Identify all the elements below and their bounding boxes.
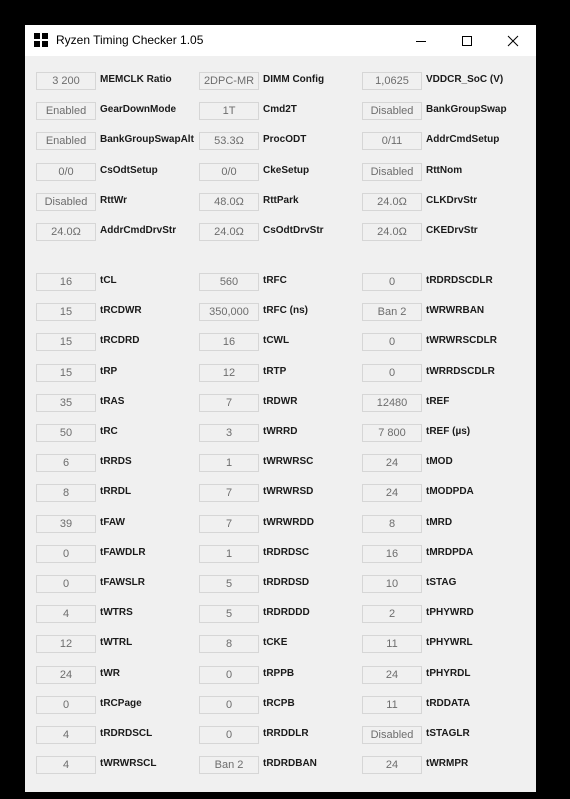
timing-row bbox=[25, 222, 536, 242]
timing-label: tWRWRSD bbox=[263, 486, 314, 497]
maximize-icon bbox=[461, 35, 473, 47]
timing-value-field[interactable]: 2DPC-MR bbox=[199, 72, 259, 90]
timing-value-field[interactable]: 12 bbox=[199, 364, 259, 382]
timing-label: tMRD bbox=[426, 517, 453, 528]
timing-value-field[interactable]: 0 bbox=[199, 666, 259, 684]
timing-value-field[interactable]: 5 bbox=[199, 575, 259, 593]
window-title: Ryzen Timing Checker 1.05 bbox=[56, 33, 204, 47]
timing-row bbox=[25, 544, 536, 564]
timing-label: tRP bbox=[100, 366, 118, 377]
timing-label: tFAWDLR bbox=[100, 547, 146, 558]
timing-row bbox=[25, 162, 536, 182]
timing-row bbox=[25, 665, 536, 685]
timing-label: tRCPB bbox=[263, 698, 295, 709]
timing-label: tFAWSLR bbox=[100, 577, 145, 588]
timing-value-field[interactable]: 4 bbox=[36, 756, 96, 774]
timing-label: tRDRDSD bbox=[263, 577, 310, 588]
timing-value-field[interactable]: 0 bbox=[36, 575, 96, 593]
timing-label: tRC bbox=[100, 426, 118, 437]
timing-label: tCKE bbox=[263, 637, 288, 648]
timing-row bbox=[25, 453, 536, 473]
timing-value-field[interactable]: 0 bbox=[199, 726, 259, 744]
timing-label: Cmd2T bbox=[263, 104, 297, 115]
timing-value-field[interactable]: 2 bbox=[362, 605, 422, 623]
timing-value-field[interactable]: Enabled bbox=[36, 132, 96, 150]
timing-row bbox=[25, 423, 536, 443]
timing-label: tRCDRD bbox=[100, 335, 140, 346]
timing-value-field[interactable]: 4 bbox=[36, 726, 96, 744]
timing-label: tWRWRSCDLR bbox=[426, 335, 497, 346]
timing-value-field[interactable]: 3 200 bbox=[36, 72, 96, 90]
timing-value-field[interactable]: Ban 2 bbox=[199, 756, 259, 774]
timing-value-field[interactable]: 5 bbox=[199, 605, 259, 623]
timing-label: CsOdtDrvStr bbox=[263, 225, 324, 236]
timing-label: tMODPDA bbox=[426, 486, 474, 497]
timing-label: tMOD bbox=[426, 456, 453, 467]
timing-label: tWRMPR bbox=[426, 758, 469, 769]
app-window bbox=[25, 25, 536, 792]
timing-row bbox=[25, 302, 536, 322]
timing-label: tWRWRDD bbox=[263, 517, 314, 528]
timing-label: tRRDL bbox=[100, 486, 132, 497]
timing-label: tREF (µs) bbox=[426, 426, 471, 437]
timing-value-field[interactable]: 1,0625 bbox=[362, 72, 422, 90]
timing-value-field[interactable]: 53.3Ω bbox=[199, 132, 259, 150]
timing-label: tRCDWR bbox=[100, 305, 142, 316]
timing-label: tWTRL bbox=[100, 637, 133, 648]
timing-value-field[interactable]: 8 bbox=[199, 635, 259, 653]
timing-value-field[interactable]: 24 bbox=[362, 756, 422, 774]
app-logo-icon bbox=[34, 33, 50, 49]
timing-label: tWRRDSCDLR bbox=[426, 366, 495, 377]
timing-row bbox=[25, 514, 536, 534]
timing-label: tRRDS bbox=[100, 456, 132, 467]
timing-value-field[interactable]: 24 bbox=[362, 484, 422, 502]
timing-value-field[interactable]: 0/11 bbox=[362, 132, 422, 150]
timing-value-field[interactable]: 8 bbox=[362, 515, 422, 533]
timing-value-field[interactable]: 11 bbox=[362, 635, 422, 653]
timing-label: tCL bbox=[100, 275, 117, 286]
timing-value-field[interactable]: 6 bbox=[36, 454, 96, 472]
timing-row bbox=[25, 101, 536, 121]
timing-value-field[interactable]: 0 bbox=[362, 273, 422, 291]
timing-label: tWRWRBAN bbox=[426, 305, 485, 316]
title-bar[interactable] bbox=[25, 25, 536, 56]
timing-value-field[interactable]: 15 bbox=[36, 364, 96, 382]
timing-value-field[interactable]: 12 bbox=[36, 635, 96, 653]
close-icon bbox=[507, 35, 519, 47]
timing-value-field[interactable]: 560 bbox=[199, 273, 259, 291]
timing-label: CKEDrvStr bbox=[426, 225, 478, 236]
timing-label: tWRRD bbox=[263, 426, 298, 437]
timing-value-field[interactable]: 0 bbox=[362, 364, 422, 382]
timing-label: tSTAGLR bbox=[426, 728, 470, 739]
timing-label: tRPPB bbox=[263, 668, 295, 679]
timing-row bbox=[25, 393, 536, 413]
timing-value-field[interactable]: 0/0 bbox=[36, 163, 96, 181]
timing-label: tWR bbox=[100, 668, 120, 679]
timing-row bbox=[25, 71, 536, 91]
timing-value-field[interactable]: Disabled bbox=[36, 193, 96, 211]
timing-value-field[interactable]: 1 bbox=[199, 545, 259, 563]
timing-row bbox=[25, 192, 536, 212]
timing-label: RttWr bbox=[100, 195, 128, 206]
timing-label: CsOdtSetup bbox=[100, 165, 158, 176]
timing-label: tCWL bbox=[263, 335, 290, 346]
timing-label: tRTP bbox=[263, 366, 287, 377]
timing-value-field[interactable]: 24 bbox=[362, 454, 422, 472]
timing-label: tRDDATA bbox=[426, 698, 471, 709]
timing-label: tRDRDSC bbox=[263, 547, 310, 558]
timing-label: tRDWR bbox=[263, 396, 298, 407]
timing-value-field[interactable]: 48.0Ω bbox=[199, 193, 259, 211]
timing-value-field[interactable]: 7 800 bbox=[362, 424, 422, 442]
timing-label: tRFC bbox=[263, 275, 287, 286]
timing-label: GearDownMode bbox=[100, 104, 177, 115]
close-button[interactable] bbox=[490, 25, 536, 56]
timing-label: tRDRDSCDLR bbox=[426, 275, 493, 286]
timing-value-field[interactable]: Disabled bbox=[362, 102, 422, 120]
timing-value-field[interactable]: 24.0Ω bbox=[36, 223, 96, 241]
timing-value-field[interactable]: 1T bbox=[199, 102, 259, 120]
timing-value-field[interactable]: 35 bbox=[36, 394, 96, 412]
timing-value-field[interactable]: 11 bbox=[362, 696, 422, 714]
timing-label: tWTRS bbox=[100, 607, 133, 618]
timing-value-field[interactable]: 3 bbox=[199, 424, 259, 442]
timing-label: BankGroupSwapAlt bbox=[100, 134, 194, 145]
timing-label: AddrCmdDrvStr bbox=[100, 225, 177, 236]
timing-value-field[interactable]: 39 bbox=[36, 515, 96, 533]
timing-value-field[interactable]: 8 bbox=[36, 484, 96, 502]
timing-label: AddrCmdSetup bbox=[426, 134, 500, 145]
timing-value-field[interactable]: 7 bbox=[199, 515, 259, 533]
timing-label: tPHYRDL bbox=[426, 668, 471, 679]
timing-row bbox=[25, 725, 536, 745]
timing-value-field[interactable]: Disabled bbox=[362, 163, 422, 181]
timing-value-field[interactable]: 0/0 bbox=[199, 163, 259, 181]
timing-row bbox=[25, 755, 536, 775]
timing-label: tRCPage bbox=[100, 698, 142, 709]
timing-value-field[interactable]: 15 bbox=[36, 303, 96, 321]
timing-label: tRDRDSCL bbox=[100, 728, 153, 739]
timing-value-field[interactable]: 24.0Ω bbox=[199, 223, 259, 241]
timing-value-field[interactable]: 1 bbox=[199, 454, 259, 472]
timing-label: MEMCLK Ratio bbox=[100, 74, 172, 85]
timing-value-field[interactable]: 350,000 bbox=[199, 303, 259, 321]
timing-label: ProcODT bbox=[263, 134, 307, 145]
timing-value-field[interactable]: Disabled bbox=[362, 726, 422, 744]
timing-label: tWRWRSC bbox=[263, 456, 314, 467]
timing-row bbox=[25, 332, 536, 352]
timing-value-field[interactable]: 16 bbox=[362, 545, 422, 563]
timing-value-field[interactable]: 7 bbox=[199, 484, 259, 502]
timing-value-field[interactable]: 16 bbox=[36, 273, 96, 291]
timing-value-field[interactable]: 0 bbox=[36, 696, 96, 714]
timing-label: VDDCR_SoC (V) bbox=[426, 74, 504, 85]
timing-label: tSTAG bbox=[426, 577, 457, 588]
timing-row bbox=[25, 604, 536, 624]
maximize-button[interactable] bbox=[444, 25, 490, 56]
timing-label: RttNom bbox=[426, 165, 463, 176]
timing-row bbox=[25, 634, 536, 654]
timing-value-field[interactable]: Enabled bbox=[36, 102, 96, 120]
timing-label: tRDRDDD bbox=[263, 607, 310, 618]
timing-row bbox=[25, 574, 536, 594]
timing-label: DIMM Config bbox=[263, 74, 325, 85]
timing-label: tRFC (ns) bbox=[263, 305, 308, 316]
timing-value-field[interactable]: 10 bbox=[362, 575, 422, 593]
timing-value-field[interactable]: 0 bbox=[36, 545, 96, 563]
timing-value-field[interactable]: 15 bbox=[36, 333, 96, 351]
timing-label: CkeSetup bbox=[263, 165, 310, 176]
timing-value-field[interactable]: 24.0Ω bbox=[362, 223, 422, 241]
timing-label: tWRWRSCL bbox=[100, 758, 157, 769]
timing-label: tRDRDBAN bbox=[263, 758, 317, 769]
timing-label: tPHYWRL bbox=[426, 637, 473, 648]
timing-row bbox=[25, 695, 536, 715]
timing-value-field[interactable]: 24 bbox=[362, 666, 422, 684]
timing-label: tRAS bbox=[100, 396, 125, 407]
timing-label: tMRDPDA bbox=[426, 547, 474, 558]
timing-label: CLKDrvStr bbox=[426, 195, 478, 206]
timing-row bbox=[25, 131, 536, 151]
timing-label: tREF bbox=[426, 396, 450, 407]
timing-label: RttPark bbox=[263, 195, 299, 206]
timing-value-field[interactable]: 4 bbox=[36, 605, 96, 623]
timing-value-field[interactable]: Ban 2 bbox=[362, 303, 422, 321]
timing-label: tFAW bbox=[100, 517, 125, 528]
timing-label: BankGroupSwap bbox=[426, 104, 507, 115]
timing-value-field[interactable]: 0 bbox=[362, 333, 422, 351]
timing-value-field[interactable]: 50 bbox=[36, 424, 96, 442]
timing-value-field[interactable]: 7 bbox=[199, 394, 259, 412]
timing-value-field[interactable]: 12480 bbox=[362, 394, 422, 412]
timing-value-field[interactable]: 24 bbox=[36, 666, 96, 684]
timing-value-field[interactable]: 0 bbox=[199, 696, 259, 714]
timing-row bbox=[25, 363, 536, 383]
timing-row bbox=[25, 272, 536, 292]
timing-label: tRRDDLR bbox=[263, 728, 309, 739]
timing-value-field[interactable]: 24.0Ω bbox=[362, 193, 422, 211]
timing-value-field[interactable]: 16 bbox=[199, 333, 259, 351]
minimize-icon bbox=[415, 35, 427, 47]
minimize-button[interactable] bbox=[398, 25, 444, 56]
timing-label: tPHYWRD bbox=[426, 607, 474, 618]
timing-row bbox=[25, 483, 536, 503]
